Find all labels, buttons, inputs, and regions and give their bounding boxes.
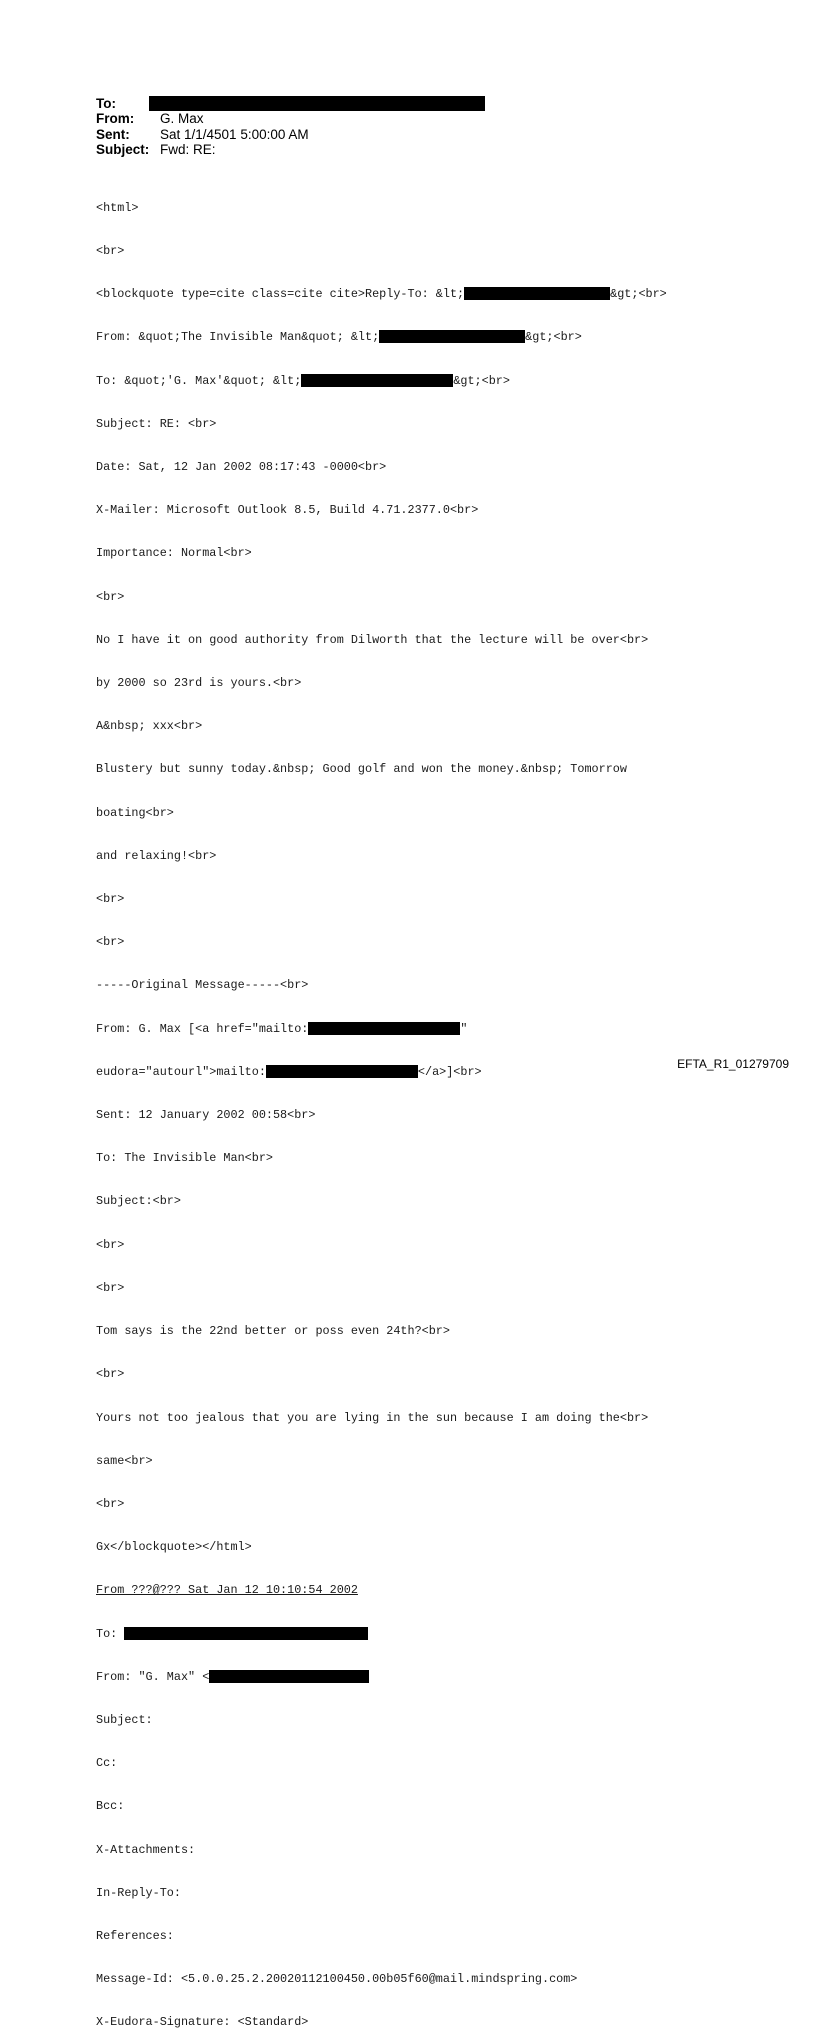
body-line: Yours not too jealous that you are lying in the sun because I am doing the<br> [96, 1410, 649, 1425]
body-line: <br> [96, 1496, 125, 1511]
subject-label: Subject: [96, 142, 150, 158]
email-header [96, 96, 485, 158]
body-line: Cc: [96, 1756, 118, 1771]
body-text: &gt;<br> [525, 330, 582, 345]
header-subject-row [96, 143, 485, 159]
header-from-row [96, 112, 485, 128]
body-text: To: [96, 1626, 125, 1641]
body-line: Bcc: [96, 1799, 125, 1814]
redaction-box [124, 1627, 368, 1640]
body-line [96, 374, 667, 388]
body-line: X-Mailer: Microsoft Outlook 8.5, Build 4.71.2377.0<br> [96, 503, 479, 518]
header-sent-row [96, 127, 485, 143]
body-text: &gt;<br> [610, 287, 667, 302]
body-text: <blockquote type=cite class=cite cite>Reply-To: &lt; [96, 287, 465, 302]
body-line: <br> [96, 892, 125, 907]
email-body [96, 172, 667, 2044]
body-text: &gt;<br> [453, 373, 510, 388]
body-text: From: "G. Max" < [96, 1669, 210, 1684]
body-line: Blustery but sunny today.&nbsp; Good golf and won the money.&nbsp; Tomorrow [96, 762, 627, 777]
sent-label: Sent: [96, 126, 130, 142]
body-text: To: &quot;'G. Max'&quot; &lt; [96, 373, 302, 388]
body-line: <br> [96, 935, 125, 950]
body-text: eudora="autourl">mailto: [96, 1064, 266, 1079]
body-line: X-Attachments: [96, 1842, 196, 1857]
body-line [96, 1627, 667, 1641]
body-line: No I have it on good authority from Dilworth that the lecture will be over<br> [96, 632, 649, 647]
body-line [96, 1022, 667, 1036]
body-line: Subject:<br> [96, 1194, 181, 1209]
body-text: From: G. Max [<a href="mailto: [96, 1021, 309, 1036]
body-line: Importance: Normal<br> [96, 546, 252, 561]
redaction-box [301, 374, 453, 387]
body-line: A&nbsp; xxx<br> [96, 719, 203, 734]
redaction-box [266, 1065, 418, 1078]
body-line: To: The Invisible Man<br> [96, 1151, 273, 1166]
body-line: <br> [96, 589, 125, 604]
body-text: From ???@??? Sat Jan 12 10:10:54 2002 [96, 1583, 358, 1598]
body-line: boating<br> [96, 805, 174, 820]
body-line: <br> [96, 1367, 125, 1382]
body-line: <br> [96, 244, 125, 259]
body-line: Subject: RE: <br> [96, 416, 217, 431]
from-value: G. Max [160, 111, 204, 127]
body-line [96, 1670, 667, 1684]
redaction-box [209, 1670, 369, 1683]
from-label: From: [96, 111, 135, 127]
header-to-row [96, 96, 485, 112]
body-line: Date: Sat, 12 Jan 2002 08:17:43 -0000<br> [96, 460, 387, 475]
body-line: References: [96, 1928, 174, 1943]
body-line [96, 1065, 667, 1079]
body-line [96, 1583, 667, 1597]
body-line: Subject: [96, 1712, 153, 1727]
sent-value: Sat 1/1/4501 5:00:00 AM [160, 126, 309, 142]
body-line: <br> [96, 1237, 125, 1252]
body-line: Message-Id: <5.0.0.25.2.20020112100450.00b05f60@mail.mindspring.com> [96, 1972, 578, 1987]
redaction-box [149, 96, 485, 111]
body-line: X-Eudora-Signature: <Standard> [96, 2015, 309, 2030]
body-text: </a>]<br> [417, 1064, 482, 1079]
body-line [96, 330, 667, 344]
body-text: From: &quot;The Invisible Man&quot; &lt; [96, 330, 380, 345]
redaction-box [379, 330, 525, 343]
body-line: Gx</blockquote></html> [96, 1540, 252, 1555]
body-line: Tom says is the 22nd better or poss even 24th?<br> [96, 1324, 450, 1339]
body-line [96, 287, 667, 301]
redaction-box [464, 287, 610, 300]
body-text: " [460, 1021, 468, 1036]
body-line: In-Reply-To: [96, 1885, 181, 1900]
subject-value: Fwd: RE: [160, 142, 216, 158]
body-line: <br> [96, 1280, 125, 1295]
redaction-box [308, 1022, 460, 1035]
body-line: and relaxing!<br> [96, 848, 217, 863]
body-line: by 2000 so 23rd is yours.<br> [96, 676, 302, 691]
to-label: To: [96, 95, 116, 111]
body-line: -----Original Message-----<br> [96, 978, 309, 993]
bates-number: EFTA_R1_01279709 [677, 1057, 789, 1071]
body-line: same<br> [96, 1453, 153, 1468]
body-line: Sent: 12 January 2002 00:58<br> [96, 1108, 316, 1123]
body-line: <html> [96, 200, 139, 215]
